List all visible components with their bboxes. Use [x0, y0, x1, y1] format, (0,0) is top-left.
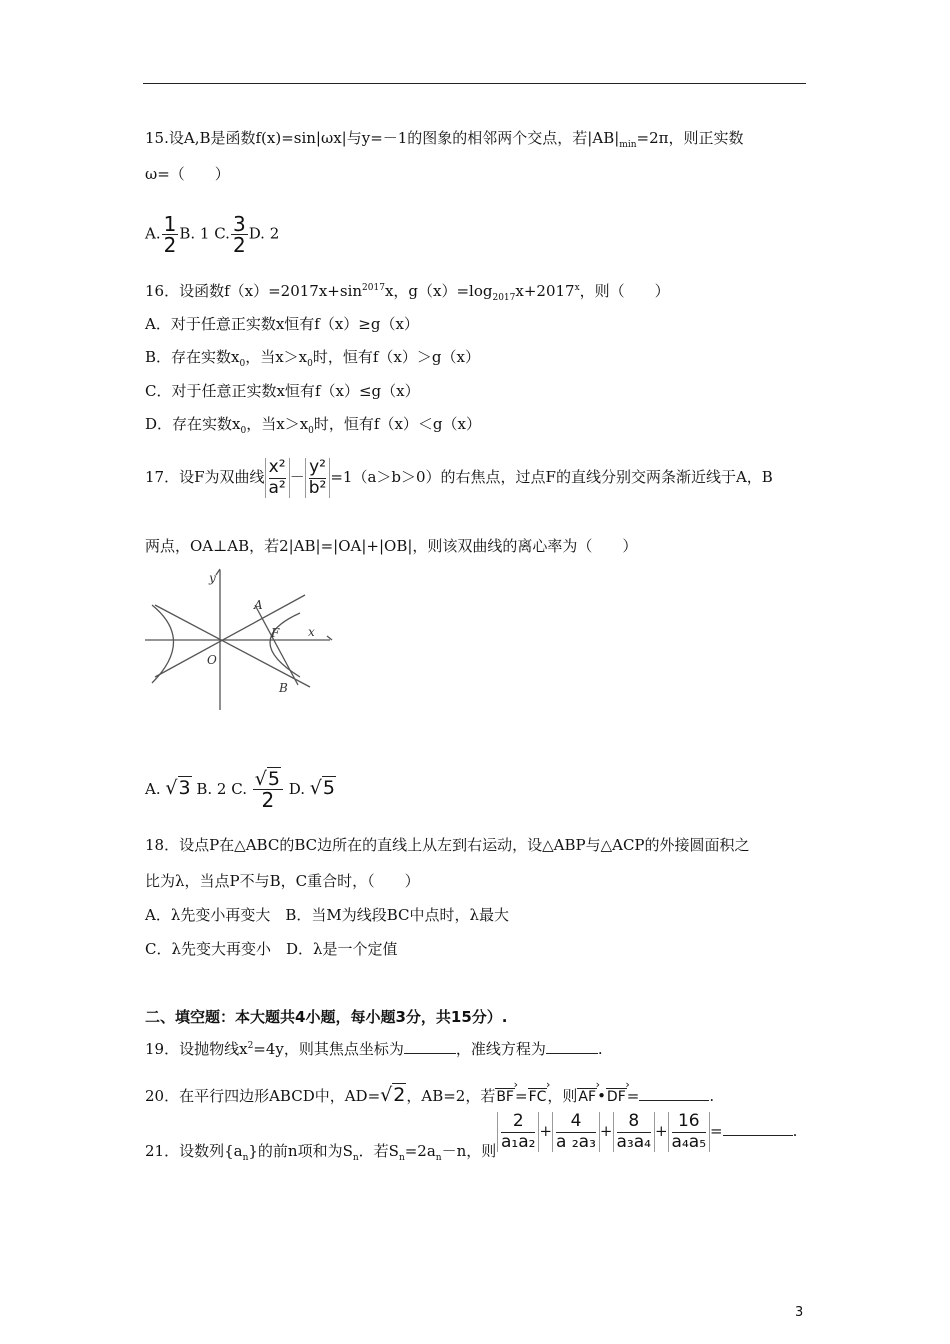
q20-dot: • [597, 1087, 606, 1105]
q19-sup-2: 2 [247, 1041, 254, 1051]
q19-blank-directrix[interactable] [546, 1041, 598, 1054]
q17-hyperbola-figure [140, 565, 335, 715]
q21-plus-3: + [654, 1122, 668, 1141]
fig-label-a: A [254, 598, 263, 612]
q16-opt-d-b: ，当x＞x [246, 415, 309, 433]
q20-vector-df: DF › [606, 1088, 627, 1105]
q17-line2: 两点，OA⊥AB，若2|AB|=|OA|+|OB|，则该双曲线的离心率为（ ） [145, 537, 638, 555]
q17-opt-d-sqrt: √5 [309, 777, 335, 799]
q15-stem-end: =2π，则正实数 [636, 129, 744, 147]
q21-plus-1: + [539, 1122, 553, 1141]
fig-label-y: y [209, 571, 216, 585]
q20-vector-fc: FC › [528, 1088, 548, 1105]
q20-vector-bf: BF › [495, 1088, 515, 1105]
q20-stem [145, 1084, 714, 1106]
q17-opt-d-label: D. [288, 780, 305, 798]
section2-title: 二、填空题：本大题共4小题，每小题3分，共15分）. [145, 1008, 508, 1026]
q16-stem [145, 280, 670, 303]
q17-opt-b: B. 2 C. [196, 780, 247, 798]
q16-opt-a: A．对于任意正实数x恒有f（x）≥g（x） [145, 315, 419, 333]
q15-opt-c-den: 2 [232, 233, 246, 257]
q20-radicand: 2 [393, 1084, 406, 1106]
q17-minus: － [289, 468, 305, 487]
q16-opt-d-c: 时，恒有f（x）＜g（x） [313, 415, 481, 433]
q15-sub-min: min [619, 140, 637, 150]
q21-stem-c: ．若S [358, 1142, 399, 1160]
q16-opt-b-sub2: 0 [307, 359, 313, 369]
q15-opt-c-fraction [231, 214, 248, 255]
q19-end: . [597, 1040, 603, 1058]
q17-frac-x [265, 458, 290, 498]
left-branch [152, 605, 174, 683]
fig-label-b: B [279, 681, 288, 695]
q16-sup-x: x [574, 283, 580, 293]
fig-label-x: x [308, 625, 315, 639]
q16-opt-b-c: 时，恒有f（x）＞g（x） [312, 348, 480, 366]
q17-opt-d-radicand: 5 [322, 777, 335, 799]
q21-fraction-3-num: 8 [628, 1111, 640, 1131]
q17-options [145, 770, 336, 810]
q16-opt-d [145, 413, 481, 436]
q21-stem-e: －n，则 [441, 1142, 497, 1160]
q18-line1: 18．设点P在△ABC的BC边所在的直线上从左到右运动，设△ABP与△ACP的外接圆面积之 [145, 836, 750, 854]
q15-opt-c-num: 3 [232, 212, 246, 236]
q21-fraction-3 [613, 1112, 655, 1152]
q15-opt-b: B. 1 [179, 224, 210, 243]
q15-stem [145, 127, 743, 150]
fig-label-o: O [207, 653, 217, 667]
q21-blank[interactable] [723, 1123, 793, 1136]
q20-stem-a: 20．在平行四边形ABCD中，AD= [145, 1087, 381, 1105]
q17-frac-x-num: x² [268, 457, 286, 477]
q16-opt-b [145, 346, 480, 369]
q15-stem-text: 15.设A,B是函数f(x)=sin|ωx|与y=－1的图象的相邻两个交点，若|AB| [145, 129, 620, 147]
q21-fraction-1-den: a₁a₂ [501, 1131, 536, 1152]
q16-opt-c: C．对于任意正实数x恒有f（x）≤g（x） [145, 382, 420, 400]
q18-opt-ab: A．λ先变小再变大 B．当M为线段BC中点时，λ最大 [145, 906, 510, 924]
asymptote-down [155, 605, 310, 687]
q15-options [145, 214, 279, 255]
q16-stem-b: x，g（x）=log [384, 282, 493, 300]
q17-stem-b: =1（a＞b＞0）的右焦点，过点F的直线分别交两条渐近线于A，B [330, 468, 773, 487]
q17-frac-y-den: b² [308, 477, 327, 498]
q16-opt-b-b: ，当x＞x [245, 348, 308, 366]
q15-line2: ω=（ ） [145, 165, 230, 183]
q21-fraction-4-num: 16 [677, 1111, 700, 1131]
q17-opt-c-fraction [253, 770, 283, 810]
q21-fraction-4 [668, 1112, 710, 1152]
q15-opt-a-den: 2 [163, 233, 177, 257]
q16-opt-b-sub1: 0 [239, 359, 246, 369]
q21-eq: = [710, 1122, 723, 1141]
q21-plus-2: + [599, 1122, 613, 1141]
q19-blank-focus[interactable] [404, 1041, 456, 1054]
q20-stem-c: ，则 [547, 1087, 578, 1105]
q21-sub-n2: n [352, 1153, 359, 1163]
q20-blank[interactable] [639, 1088, 709, 1101]
q16-stem-c: x+2017 [515, 282, 575, 300]
q21-sub-n1: n [242, 1153, 249, 1163]
q17-frac-y [305, 458, 331, 498]
q16-sub-2017: 2017 [492, 293, 516, 303]
q20-stem-d: = [626, 1087, 640, 1105]
q16-opt-d-sub1: 0 [240, 426, 247, 436]
page-number: 3 [795, 1305, 804, 1320]
q21-fraction-2-num: 4 [570, 1111, 582, 1131]
q21-stem [145, 1140, 496, 1163]
q19-stem [145, 1038, 603, 1059]
q21-sub-n3: n [398, 1153, 405, 1163]
q15-opt-d: D. 2 [248, 224, 280, 243]
q16-opt-d-a: D．存在实数x [145, 415, 241, 433]
q16-opt-d-sub2: 0 [308, 426, 314, 436]
q17-stem [145, 458, 773, 498]
q21-sum-expression [497, 1112, 797, 1152]
q21-sub-n4: n [435, 1153, 442, 1163]
q18-line2: 比为λ，当点P不与B，C重合时，（ ） [145, 872, 420, 890]
q21-stem-a: 21．设数列{a [145, 1142, 243, 1160]
q17-opt-c-radicand: 5 [267, 768, 280, 790]
header-rule [143, 83, 806, 84]
q17-opt-c-num: √5 [254, 768, 280, 790]
q19-stem-c: ，准线方程为 [455, 1040, 546, 1058]
q20-eq: = [515, 1087, 528, 1105]
q21-end: . [792, 1122, 798, 1141]
q15-opt-a-fraction [162, 214, 179, 255]
q16-stem-d: ，则（ ） [579, 282, 670, 300]
q21-stem-b: }的前n项和为S [248, 1142, 353, 1160]
q21-fraction-2-den: a ₂a₃ [556, 1131, 596, 1152]
q21-fraction-3-den: a₃a₄ [616, 1131, 651, 1152]
q15-opt-a-num: 1 [163, 212, 177, 236]
q21-fraction-1-num: 2 [512, 1111, 524, 1131]
fig-label-f: F [271, 626, 280, 640]
q17-opt-a-sqrt: √3 [165, 777, 191, 799]
q20-sqrt: √2 [380, 1084, 406, 1106]
q17-frac-y-num: y² [309, 457, 326, 477]
q17-stem-a: 17．设F为双曲线 [145, 468, 265, 487]
q15-opt-c-label: C. [214, 224, 230, 243]
q16-sup-2017: 2017 [362, 283, 385, 293]
q20-stem-b: ，AB=2，若 [406, 1087, 496, 1105]
q16-opt-b-a: B．存在实数x [145, 348, 240, 366]
q17-opt-c-den: 2 [253, 789, 283, 810]
q18-opt-cd: C．λ先变大再变小 D．λ是一个定值 [145, 940, 398, 958]
q16-stem-a: 16．设函数f（x）=2017x+sin [145, 282, 363, 300]
right-branch [270, 613, 300, 677]
q17-frac-x-den: a² [268, 477, 286, 498]
q20-end: . [709, 1087, 715, 1105]
q17-opt-a-label: A. [145, 780, 161, 798]
q21-fraction-4-den: a₄a₅ [671, 1131, 707, 1152]
q19-stem-b: =4y，则其焦点坐标为 [253, 1040, 404, 1058]
q17-opt-a-radicand: 3 [178, 777, 191, 799]
q15-opt-a-label: A. [145, 224, 161, 243]
q21-stem-d: =2a [404, 1142, 436, 1160]
q20-vector-af: AF › [577, 1088, 597, 1105]
q21-fraction-1 [497, 1112, 539, 1152]
q21-fraction-2 [552, 1112, 600, 1152]
q19-stem-a: 19．设抛物线x [145, 1040, 248, 1058]
